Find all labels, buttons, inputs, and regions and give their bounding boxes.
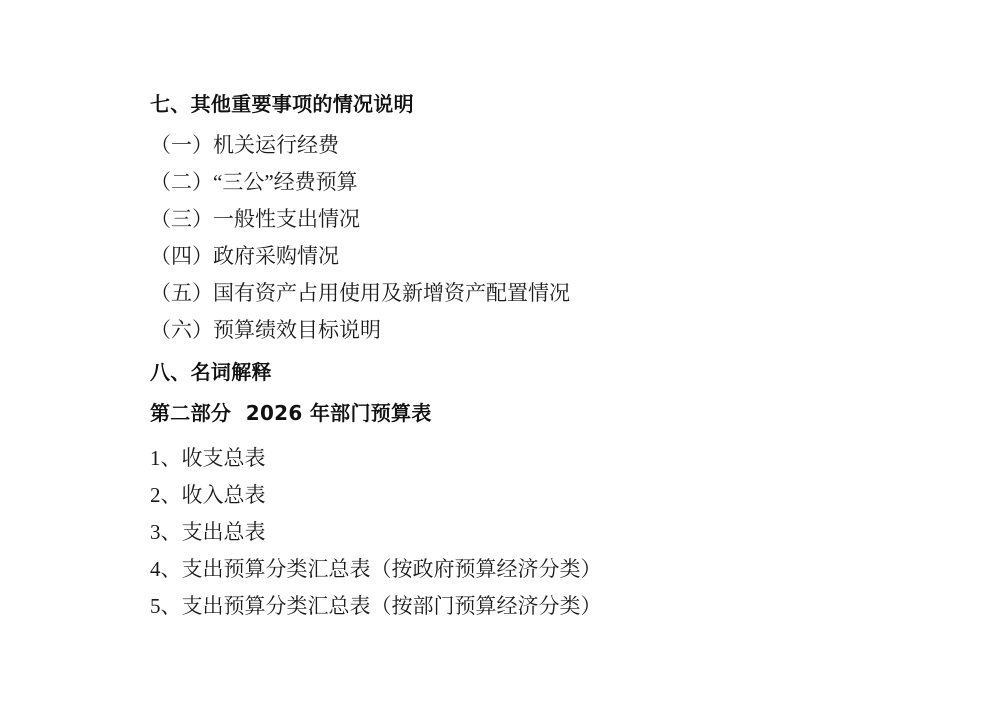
sub-item-1: （一）机关运行经费	[150, 133, 339, 157]
table-list-item-4: 4、支出预算分类汇总表（按政府预算经济分类）	[150, 557, 602, 581]
table-list-item-2: 2、收入总表	[150, 483, 266, 507]
spacer	[150, 431, 850, 440]
table-list-item-3: 3、支出总表	[150, 520, 266, 544]
sub-item-3: （三）一般性支出情况	[150, 207, 360, 231]
part-two-heading: 第二部分 2026 年部门预算表	[150, 401, 432, 425]
section-heading-eight: 八、名词解释	[150, 360, 272, 384]
section-heading-seven: 七、其他重要事项的情况说明	[150, 92, 414, 116]
sub-item-6: （六）预算绩效目标说明	[150, 318, 381, 342]
sub-item-2: （二）“三公”经费预算	[150, 170, 358, 194]
document-body	[150, 86, 850, 625]
sub-item-4: （四）政府采购情况	[150, 244, 339, 268]
table-list-item-5: 5、支出预算分类汇总表（按部门预算经济分类）	[150, 594, 602, 618]
table-list-item-1: 1、收支总表	[150, 446, 266, 470]
sub-item-5: （五）国有资产占用使用及新增资产配置情况	[150, 281, 570, 305]
